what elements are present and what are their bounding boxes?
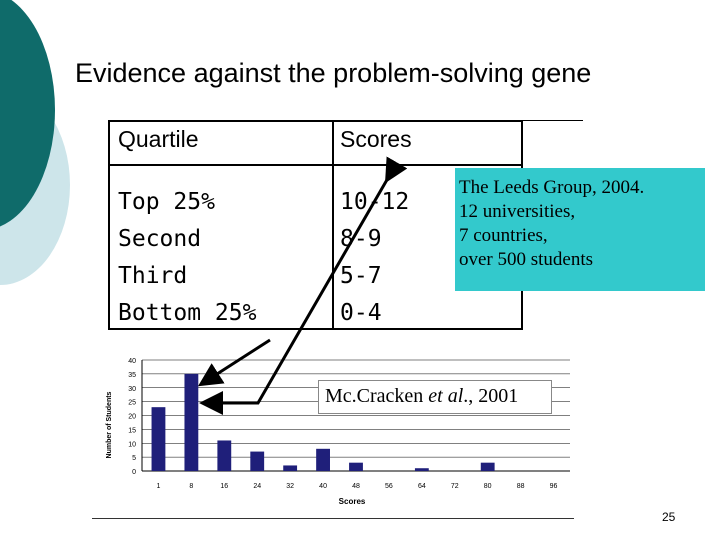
table-top-extension-line (521, 120, 583, 121)
chart-x-ticks (157, 483, 558, 490)
table-cell-quartile: Second (118, 226, 202, 252)
leeds-callout-line: The Leeds Group, 2004. (459, 177, 645, 198)
page-number: 25 (662, 510, 676, 524)
chart-bar (349, 463, 363, 471)
table-cell-score: 10-12 (340, 189, 410, 215)
chart-y-tick-label: 5 (132, 455, 136, 463)
table-header-scores: Scores (340, 126, 412, 152)
chart-x-tick-label: 24 (253, 483, 262, 490)
table-row-divider (110, 164, 521, 166)
table-header-quartile: Quartile (118, 126, 199, 152)
chart-x-tick-label: 64 (417, 483, 426, 490)
table-cell-quartile: Third (118, 263, 188, 289)
mccracken-year: ., 2001 (463, 385, 519, 407)
chart-bar (184, 374, 198, 471)
chart-x-tick-label: 56 (385, 483, 393, 490)
leeds-callout-line: 7 countries, (459, 225, 548, 246)
chart-y-tick-label: 15 (128, 427, 136, 435)
table-cell-quartile: Top 25% (118, 189, 215, 215)
chart-x-tick-label: 80 (483, 483, 492, 490)
chart-y-axis-label: Number of Students (106, 391, 113, 459)
scores-histogram-chart (100, 350, 580, 510)
chart-y-tick-label: 30 (128, 385, 136, 393)
chart-bar (283, 465, 297, 471)
chart-x-tick-label: 96 (549, 483, 558, 490)
chart-x-tick-label: 32 (286, 483, 295, 490)
chart-y-tick-label: 40 (128, 358, 136, 365)
chart-bar (152, 407, 166, 471)
leeds-callout-line: over 500 students (459, 249, 594, 270)
table-cell-quartile: Bottom 25% (118, 300, 257, 326)
chart-y-tick-label: 20 (128, 413, 136, 421)
chart-bar (316, 449, 330, 471)
chart-bar (481, 463, 495, 471)
chart-bar (415, 468, 429, 471)
chart-grid (142, 360, 570, 471)
chart-x-tick-label: 48 (352, 483, 360, 490)
chart-y-tick-label: 35 (128, 371, 136, 379)
leeds-group-callout (455, 168, 705, 291)
footer-rule (92, 518, 574, 519)
slide-title: Evidence against the problem-solving gene (75, 58, 592, 88)
chart-x-tick-label: 8 (189, 483, 194, 490)
chart-x-tick-label: 72 (450, 483, 459, 490)
mccracken-author: Mc.Cracken (325, 385, 429, 407)
chart-bar (217, 440, 231, 471)
table-cell-score: 5-7 (340, 263, 382, 289)
chart-x-tick-label: 16 (220, 483, 229, 490)
leeds-callout-line: 12 universities, (459, 201, 576, 222)
chart-x-tick-label: 88 (516, 483, 525, 490)
chart-y-ticks (128, 358, 136, 476)
chart-bar (250, 452, 264, 471)
mccracken-et-al: et al (428, 385, 464, 407)
table-cell-score: 8-9 (340, 226, 382, 252)
chart-y-tick-label: 10 (128, 441, 136, 449)
mccracken-callout (318, 380, 552, 414)
chart-y-tick-label: 25 (128, 399, 136, 407)
table-column-divider (332, 122, 334, 328)
table-cell-score: 0-4 (340, 300, 382, 326)
chart-x-axis-label: Scores (338, 497, 366, 506)
chart-y-tick-label: 0 (132, 469, 136, 476)
chart-x-tick-label: 1 (156, 483, 161, 490)
chart-x-tick-label: 40 (319, 483, 327, 490)
